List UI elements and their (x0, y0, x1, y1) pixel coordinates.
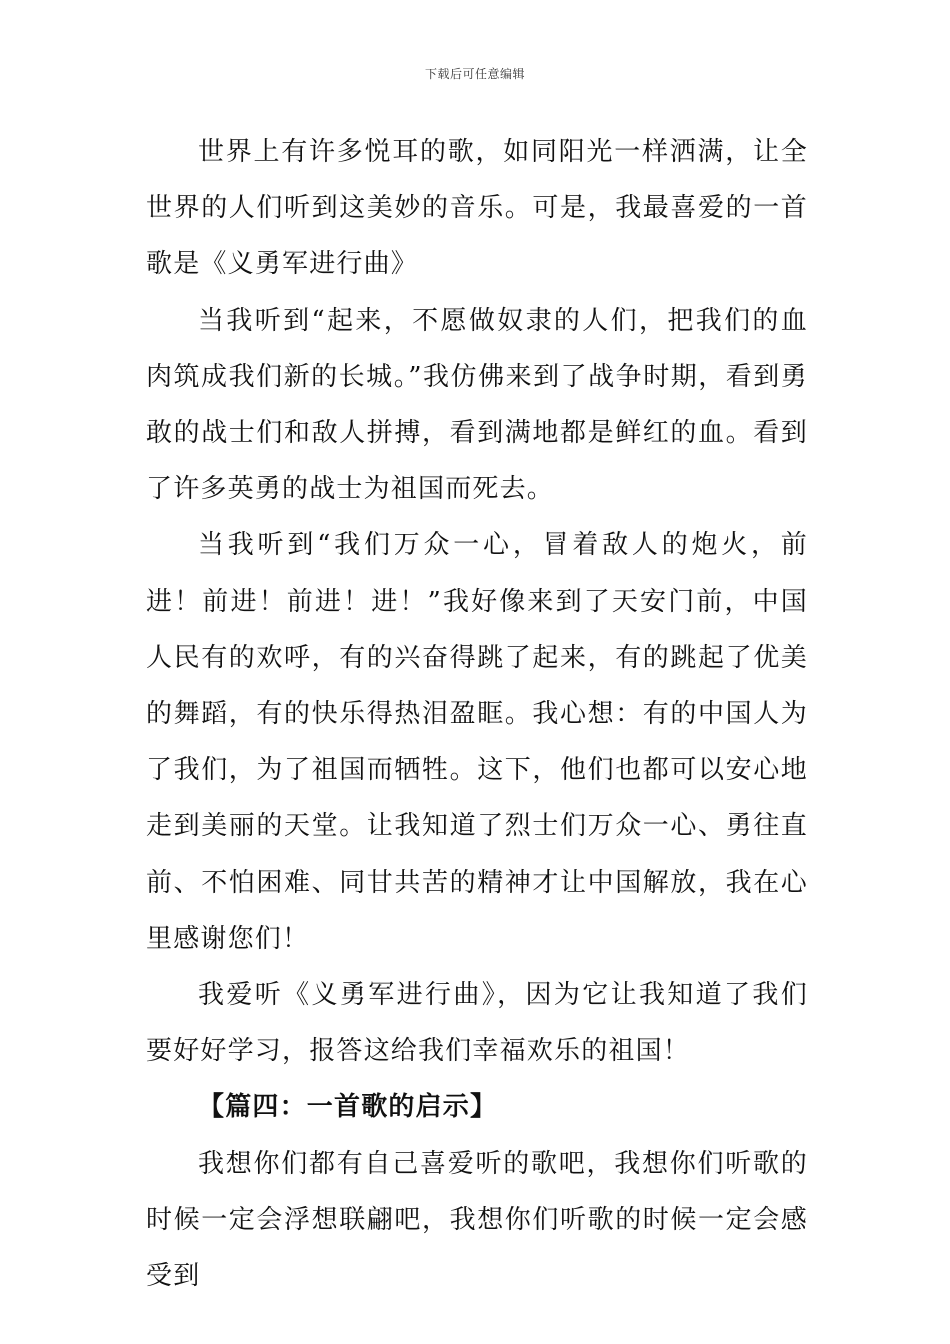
paragraph-3: 当我听到“我们万众一心，冒着敌人的炮火，前进！前进！前进！进！”我好像来到了天安门前，中国人民有的欢呼，有的兴奋得跳了起来，有的跳起了优美的舞蹈，有的快乐得热泪盈眶。我心想：有的中国人为了我们，为了祖国而牺牲。这下，他们也都可以安心地走到美丽的天堂。让我知道了烈士们万众一心、勇往直前、不怕困难、同甘共苦的精神才让中国解放，我在心里感谢您们！ (146, 530, 808, 954)
paragraph-5: 我想你们都有自己喜爱听的歌吧，我想你们听歌的时候一定会浮想联翩吧，我想你们听歌的时候一定会感受到 (146, 1148, 808, 1292)
paragraph-1: 世界上有许多悦耳的歌，如同阳光一样洒满，让全世界的人们听到这美妙的音乐。可是，我最喜爱的一首歌是《义勇军进行曲》 (146, 137, 808, 280)
page-header: 下载后可任意编辑 (424, 67, 525, 81)
document-body (146, 124, 808, 1304)
section-heading: 【篇四：一首歌的启示】 (198, 1092, 498, 1123)
paragraph-4: 我爱听《义勇军进行曲》，因为它让我知道了我们要好好学习，报答这给我们幸福欢乐的祖国！ (146, 980, 808, 1067)
paragraph-2: 当我听到“起来，不愿做奴隶的人们，把我们的血肉筑成我们新的长城。”我仿佛来到了战争时期，看到勇敢的战士们和敌人拼搏，看到满地都是鲜红的血。看到了许多英勇的战士为祖国而死去。 (146, 305, 808, 505)
